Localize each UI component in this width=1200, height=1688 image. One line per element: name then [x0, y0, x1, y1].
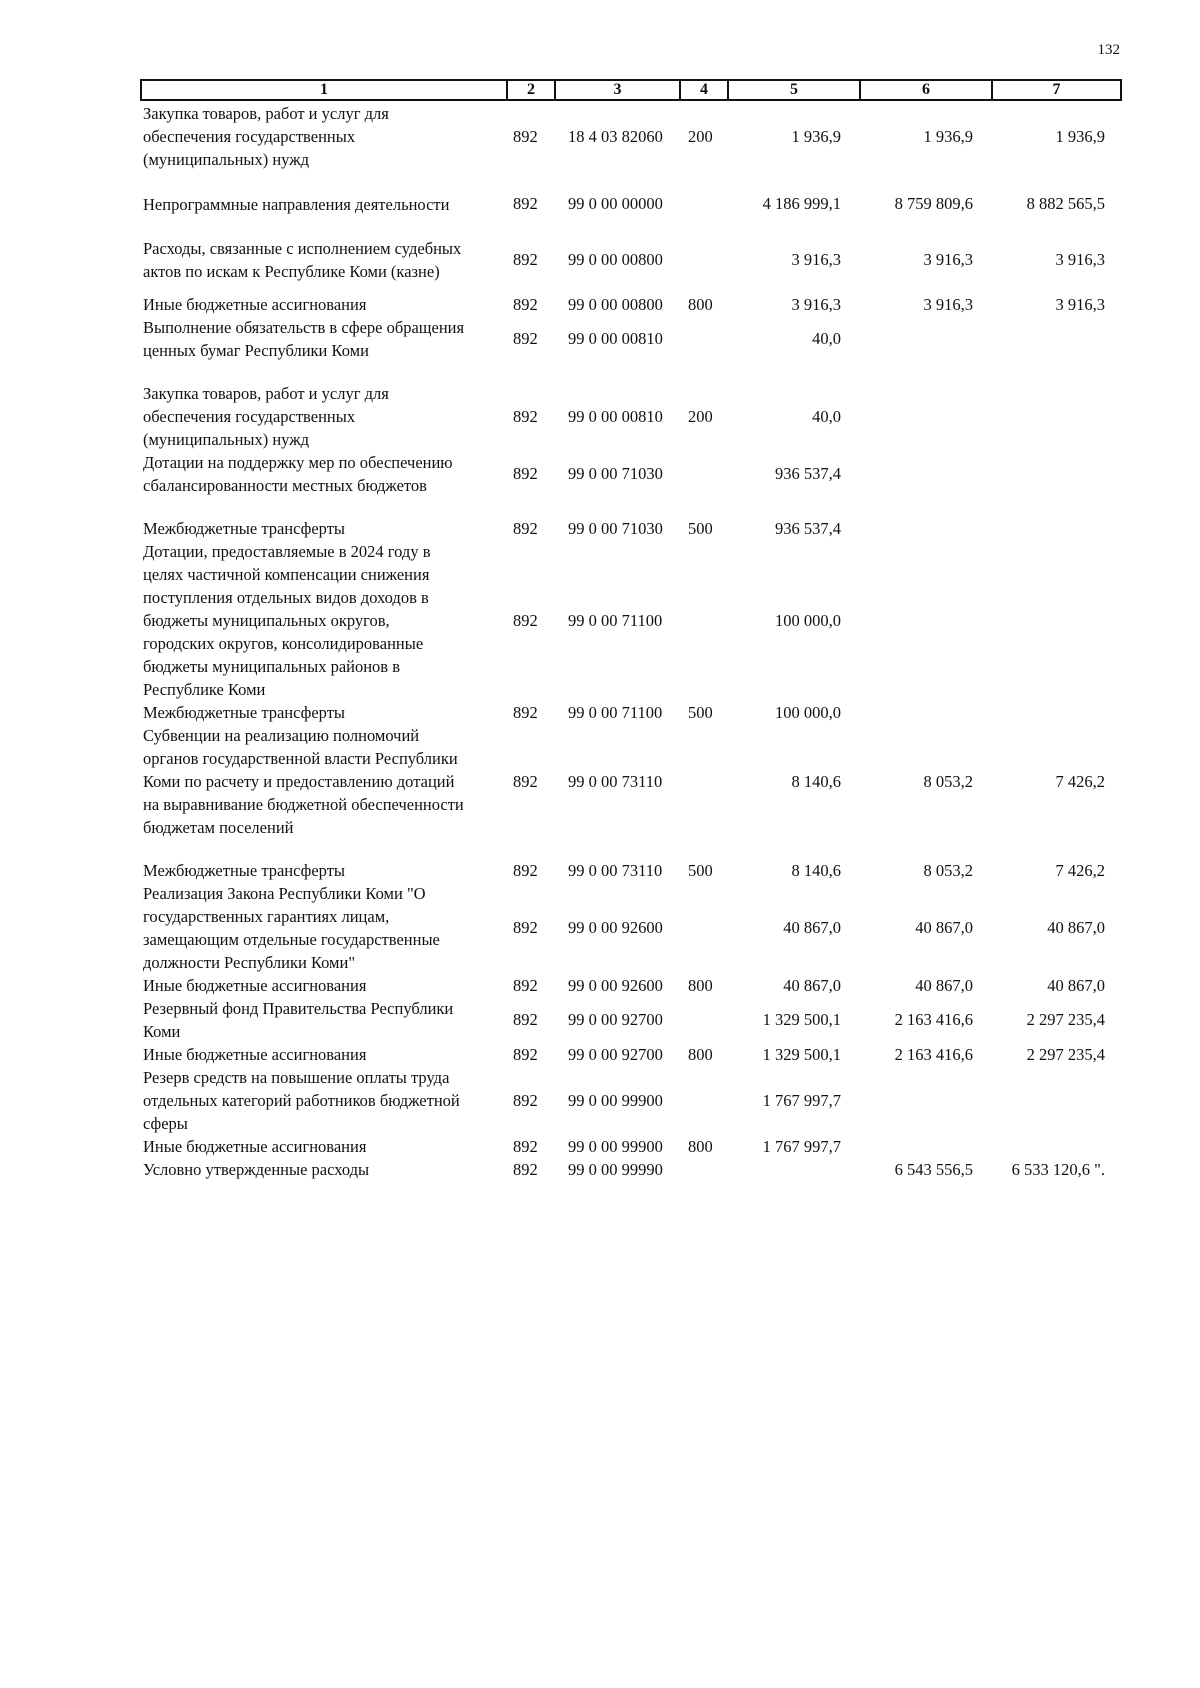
expense-type-code: 800: [688, 1044, 713, 1064]
row-name: [0, 974, 508, 997]
ministry-code: 892: [513, 464, 538, 483]
amount-year-3: 40 867,0: [1047, 975, 1105, 995]
row-name-line: Коми: [143, 1022, 181, 1041]
row-name-line: бюджеты муниципальных округов,: [143, 611, 390, 630]
row-name-line: Иные бюджетные ассигнования: [143, 1045, 367, 1064]
row-name-line: государственных гарантиях лицам,: [143, 907, 390, 926]
expense-type-code: 200: [688, 406, 713, 426]
table-row: [0, 316, 1200, 362]
ministry-code: 892: [513, 329, 538, 348]
target-article-code: 99 0 00 99900: [568, 1136, 663, 1156]
ministry-code: 892: [513, 860, 538, 880]
row-name-line: Резерв средств на повышение оплаты труда: [143, 1068, 450, 1087]
row-name: [0, 701, 508, 724]
amount-year-1: 1 767 997,7: [762, 1136, 841, 1156]
row-name-line: (муниципальных) нужд: [143, 150, 310, 169]
column-header-1: 1: [142, 81, 508, 99]
table-row: [0, 1043, 1200, 1066]
target-article-code: 99 0 00 71100: [568, 610, 663, 630]
amount-year-3: 3 916,3: [1055, 250, 1105, 269]
column-header-6: 6: [861, 81, 993, 99]
expense-type-code: 800: [688, 1136, 713, 1156]
table-row: [0, 237, 1200, 283]
amount-year-2: 2 163 416,6: [894, 1010, 973, 1029]
target-article-code: 99 0 00 92600: [568, 918, 663, 937]
table-row: [0, 1135, 1200, 1158]
budget-table-body: [0, 102, 1200, 1181]
row-name: [0, 1158, 508, 1181]
row-name-line: Выполнение обязательств в сфере обращения: [143, 318, 465, 337]
amount-year-3: 8 882 565,5: [1026, 194, 1105, 213]
row-name: [0, 724, 508, 839]
amount-year-1: 40,0: [812, 406, 841, 426]
row-name: [0, 193, 508, 216]
row-name-line: Дотации на поддержку мер по обеспечению: [143, 453, 453, 472]
row-name-line: на выравнивание бюджетной обеспеченности: [143, 795, 464, 814]
table-row: [0, 293, 1200, 316]
column-header-2: 2: [508, 81, 556, 99]
row-name-line: Закупка товаров, работ и услуг для: [143, 104, 389, 123]
amount-year-1: 40 867,0: [783, 918, 841, 937]
target-article-code: 99 0 00 73110: [568, 860, 663, 880]
amount-year-1: 1 936,9: [791, 126, 841, 146]
row-name: [0, 316, 508, 362]
target-article-code: 99 0 00 00800: [568, 250, 663, 269]
column-header-4: 4: [681, 81, 729, 99]
row-name-line: актов по искам к Республике Коми (казне): [143, 262, 440, 281]
ministry-code: 892: [513, 1044, 538, 1064]
ministry-code: 892: [513, 1090, 538, 1110]
amount-year-1: 100 000,0: [775, 610, 841, 630]
row-name-line: замещающим отдельные государственные: [143, 930, 440, 949]
target-article-code: 99 0 00 99990: [568, 1159, 663, 1179]
ministry-code: 892: [513, 975, 538, 995]
amount-year-1: 100 000,0: [775, 702, 841, 722]
amount-year-1: 1 329 500,1: [762, 1010, 841, 1029]
target-article-code: 99 0 00 71030: [568, 518, 663, 538]
table-row: [0, 701, 1200, 724]
amount-year-3: 2 297 235,4: [1026, 1044, 1105, 1064]
table-row: [0, 1158, 1200, 1181]
row-name-line: городских округов, консолидированные: [143, 634, 424, 653]
target-article-code: 99 0 00 00810: [568, 406, 663, 426]
ministry-code: 892: [513, 1159, 538, 1179]
row-name-line: Межбюджетные трансферты: [143, 519, 346, 538]
table-header: [140, 79, 1122, 101]
target-article-code: 99 0 00 71030: [568, 464, 663, 483]
target-article-code: 18 4 03 82060: [568, 126, 663, 146]
table-row: [0, 859, 1200, 882]
target-article-code: 99 0 00 92700: [568, 1044, 663, 1064]
row-name-line: Реализация Закона Республики Коми "О: [143, 884, 426, 903]
row-name-line: целях частичной компенсации снижения: [143, 565, 430, 584]
amount-year-1: 40,0: [812, 329, 841, 348]
row-name-line: (муниципальных) нужд: [143, 430, 310, 449]
amount-year-2: 2 163 416,6: [894, 1044, 973, 1064]
row-name-line: Субвенции на реализацию полномочий: [143, 726, 420, 745]
column-header-5: 5: [729, 81, 861, 99]
amount-year-2: 8 759 809,6: [894, 194, 973, 213]
target-article-code: 99 0 00 92600: [568, 975, 663, 995]
table-row: [0, 451, 1200, 497]
row-name: [0, 382, 508, 451]
amount-year-2: 8 053,2: [923, 771, 973, 791]
row-name-line: обеспечения государственных: [143, 127, 356, 146]
ministry-code: 892: [513, 518, 538, 538]
row-name-line: органов государственной власти Республики: [143, 749, 458, 768]
ministry-code: 892: [513, 406, 538, 426]
ministry-code: 892: [513, 194, 538, 213]
ministry-code: 892: [513, 250, 538, 269]
row-name: [0, 859, 508, 882]
amount-year-3: 40 867,0: [1047, 918, 1105, 937]
row-name-line: поступления отдельных видов доходов в: [143, 588, 429, 607]
row-name: [0, 1043, 508, 1066]
amount-year-1: 1 767 997,7: [762, 1090, 841, 1110]
ministry-code: 892: [513, 918, 538, 937]
row-name: [0, 540, 508, 701]
row-name-line: сбалансированности местных бюджетов: [143, 476, 427, 495]
amount-year-1: 40 867,0: [783, 975, 841, 995]
table-row: [0, 517, 1200, 540]
table-row: [0, 974, 1200, 997]
amount-year-1: 8 140,6: [791, 771, 841, 791]
ministry-code: 892: [513, 1010, 538, 1029]
row-name-line: Резервный фонд Правительства Республики: [143, 999, 454, 1018]
amount-year-3: 7 426,2: [1055, 860, 1105, 880]
table-row: [0, 181, 1200, 227]
target-article-code: 99 0 00 92700: [568, 1010, 663, 1029]
amount-year-1: 3 916,3: [791, 250, 841, 269]
page-number: 132: [1097, 42, 1120, 58]
amount-year-2: 1 936,9: [923, 126, 973, 146]
ministry-code: 892: [513, 1136, 538, 1156]
amount-year-2: 8 053,2: [923, 860, 973, 880]
row-name: [0, 882, 508, 974]
amount-year-2: 40 867,0: [915, 918, 973, 937]
row-name: [0, 293, 508, 316]
expense-type-code: 500: [688, 702, 713, 722]
table-row: [0, 1066, 1200, 1135]
target-article-code: 99 0 00 73110: [568, 771, 663, 791]
row-name-line: обеспечения государственных: [143, 407, 356, 426]
amount-year-1: 936 537,4: [775, 464, 841, 483]
row-name-line: Межбюджетные трансферты: [143, 861, 346, 880]
amount-year-2: 6 543 556,5: [894, 1159, 973, 1179]
row-name-line: бюджеты муниципальных районов в: [143, 657, 401, 676]
table-row: [0, 882, 1200, 974]
ministry-code: 892: [513, 610, 538, 630]
row-name: [0, 1135, 508, 1158]
row-name-line: Закупка товаров, работ и услуг для: [143, 384, 389, 403]
target-article-code: 99 0 00 00800: [568, 294, 663, 314]
expense-type-code: 500: [688, 518, 713, 538]
row-name-line: ценных бумаг Республики Коми: [143, 341, 369, 360]
table-row: [0, 382, 1200, 451]
target-article-code: 99 0 00 99900: [568, 1090, 663, 1110]
row-name-line: Коми по расчету и предоставлению дотаций: [143, 772, 455, 791]
row-name-line: должности Республики Коми": [143, 953, 356, 972]
row-name: [0, 517, 508, 540]
row-name-line: сферы: [143, 1114, 188, 1133]
row-name-line: Иные бюджетные ассигнования: [143, 1137, 367, 1156]
row-name-line: Расходы, связанные с исполнением судебных: [143, 239, 462, 258]
row-name: [0, 237, 508, 283]
ministry-code: 892: [513, 702, 538, 722]
amount-year-3: 6 533 120,6 ".: [1011, 1159, 1105, 1179]
amount-year-3: 7 426,2: [1055, 771, 1105, 791]
expense-type-code: 800: [688, 975, 713, 995]
amount-year-1: 4 186 999,1: [762, 194, 841, 213]
expense-type-code: 200: [688, 126, 713, 146]
row-name-line: Межбюджетные трансферты: [143, 703, 346, 722]
column-header-7: 7: [1052, 81, 1061, 98]
row-name: [0, 1066, 508, 1135]
row-name-line: бюджетам поселений: [143, 818, 294, 837]
amount-year-2: 3 916,3: [923, 294, 973, 314]
ministry-code: 892: [513, 771, 538, 791]
table-row: [0, 540, 1200, 701]
amount-year-1: 936 537,4: [775, 518, 841, 538]
amount-year-2: 40 867,0: [915, 975, 973, 995]
column-header-3: 3: [556, 81, 681, 99]
amount-year-1: 1 329 500,1: [762, 1044, 841, 1064]
target-article-code: 99 0 00 00000: [568, 194, 663, 213]
row-name-line: Иные бюджетные ассигнования: [143, 295, 367, 314]
ministry-code: 892: [513, 126, 538, 146]
expense-type-code: 500: [688, 860, 713, 880]
row-name: [0, 102, 508, 171]
expense-type-code: 800: [688, 294, 713, 314]
row-name-line: Иные бюджетные ассигнования: [143, 976, 367, 995]
row-name-line: Непрограммные направления деятельности: [143, 194, 450, 214]
amount-year-1: 3 916,3: [791, 294, 841, 314]
row-name: [0, 451, 508, 497]
target-article-code: 99 0 00 00810: [568, 329, 663, 348]
table-row: [0, 102, 1200, 171]
row-name-line: Республике Коми: [143, 680, 266, 699]
amount-year-3: 1 936,9: [1055, 126, 1105, 146]
row-name-line: Условно утвержденные расходы: [143, 1160, 370, 1179]
amount-year-3: 2 297 235,4: [1026, 1010, 1105, 1029]
row-name: [0, 997, 508, 1043]
table-row: [0, 724, 1200, 839]
target-article-code: 99 0 00 71100: [568, 702, 663, 722]
amount-year-1: 8 140,6: [791, 860, 841, 880]
ministry-code: 892: [513, 294, 538, 314]
amount-year-2: 3 916,3: [923, 250, 973, 269]
amount-year-3: 3 916,3: [1055, 294, 1105, 314]
row-name-line: Дотации, предоставляемые в 2024 году в: [143, 542, 431, 561]
row-name-line: отдельных категорий работников бюджетной: [143, 1091, 460, 1110]
table-row: [0, 997, 1200, 1043]
